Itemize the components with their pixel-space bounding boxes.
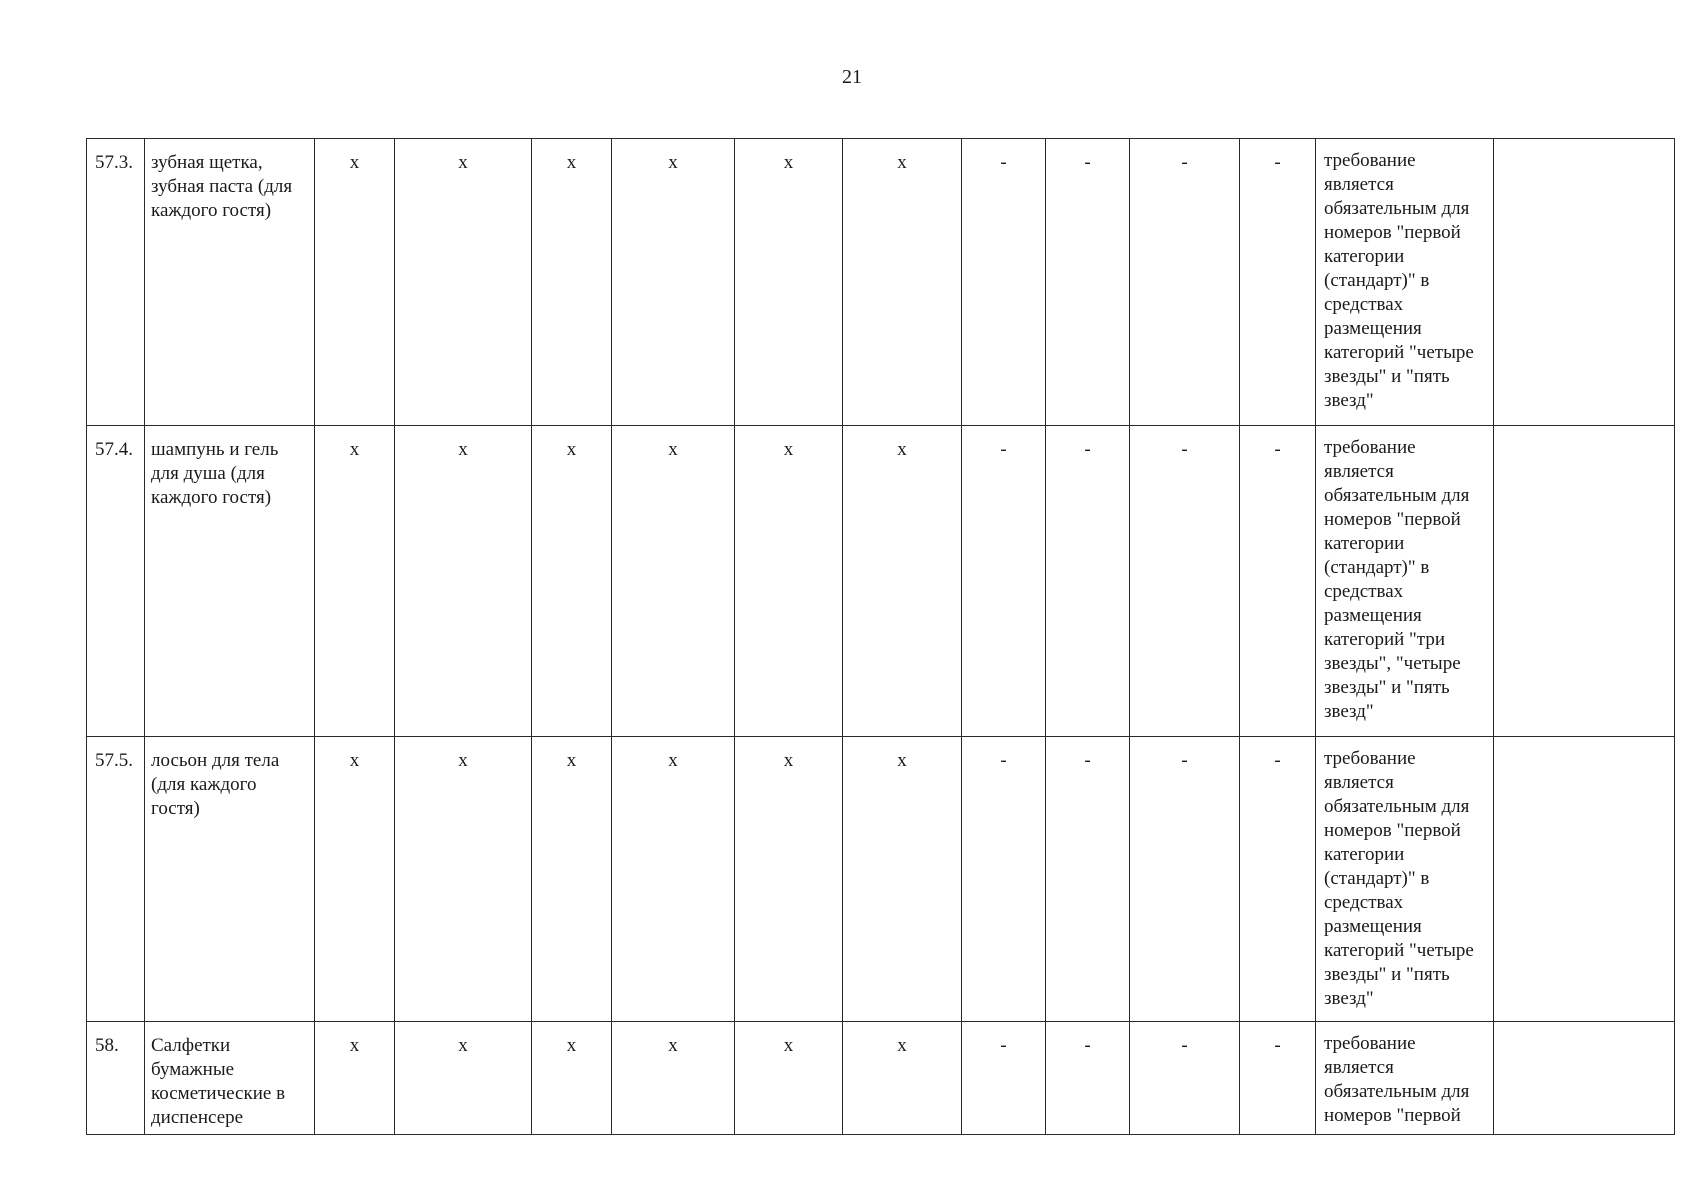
row-number: 57.4.: [87, 426, 145, 737]
extra-cell: [1494, 426, 1675, 737]
mark-cell: х: [735, 139, 843, 426]
mark-cell: х: [612, 1022, 735, 1135]
mark-cell: -: [1046, 737, 1130, 1022]
mark-cell: х: [395, 1022, 532, 1135]
mark-cell: -: [1046, 139, 1130, 426]
item-name: шампунь и гель для душа (для каждого гостя): [145, 426, 315, 737]
row-number: 58.: [87, 1022, 145, 1135]
mark-cell: -: [1046, 1022, 1130, 1135]
mark-cell: х: [843, 426, 962, 737]
mark-cell: х: [532, 426, 612, 737]
mark-cell: х: [315, 1022, 395, 1135]
table-row-57-5: [87, 737, 1675, 1022]
mark-cell: х: [315, 139, 395, 426]
table-row-57-3: [87, 139, 1675, 426]
item-name: лосьон для тела (для каждого гостя): [145, 737, 315, 1022]
mark-cell: -: [1130, 426, 1240, 737]
extra-cell: [1494, 737, 1675, 1022]
mark-cell: х: [395, 139, 532, 426]
mark-cell: -: [962, 426, 1046, 737]
mark-cell: х: [735, 1022, 843, 1135]
row-number: 57.3.: [87, 139, 145, 426]
requirement-note: требование является обязательным для номеров "первой категории (стандарт)" в средствах размещения категорий "четыре звезды" и "пять звезд": [1316, 737, 1494, 1022]
mark-cell: -: [1130, 139, 1240, 426]
requirement-note: требование является обязательным для номеров "первой категории (стандарт)" в средствах размещения категорий "четыре звезды" и "пять звезд": [1316, 139, 1494, 426]
mark-cell: х: [612, 139, 735, 426]
mark-cell: х: [612, 426, 735, 737]
mark-cell: -: [1130, 737, 1240, 1022]
mark-cell: х: [315, 426, 395, 737]
mark-cell: х: [735, 737, 843, 1022]
mark-cell: х: [315, 737, 395, 1022]
item-name: зубная щетка, зубная паста (для каждого гостя): [145, 139, 315, 426]
mark-cell: х: [735, 426, 843, 737]
mark-cell: -: [1130, 1022, 1240, 1135]
mark-cell: -: [962, 1022, 1046, 1135]
mark-cell: х: [843, 139, 962, 426]
mark-cell: -: [1240, 1022, 1316, 1135]
mark-cell: х: [532, 737, 612, 1022]
mark-cell: х: [395, 426, 532, 737]
mark-cell: -: [962, 737, 1046, 1022]
extra-cell: [1494, 139, 1675, 426]
item-name: Салфетки бумажные косметические в диспенсере: [145, 1022, 315, 1135]
table-row-58: [87, 1022, 1675, 1135]
mark-cell: х: [395, 737, 532, 1022]
extra-cell: [1494, 1022, 1675, 1135]
mark-cell: х: [532, 1022, 612, 1135]
row-number: 57.5.: [87, 737, 145, 1022]
requirement-note: требование является обязательным для номеров "первой: [1316, 1022, 1494, 1135]
mark-cell: х: [612, 737, 735, 1022]
mark-cell: -: [1240, 139, 1316, 426]
mark-cell: -: [1046, 426, 1130, 737]
requirement-note: требование является обязательным для номеров "первой категории (стандарт)" в средствах размещения категорий "три звезды", "четыре звезды" и "пять звезд": [1316, 426, 1494, 737]
mark-cell: -: [962, 139, 1046, 426]
requirements-table: [86, 138, 1675, 1135]
mark-cell: х: [843, 1022, 962, 1135]
mark-cell: х: [843, 737, 962, 1022]
mark-cell: -: [1240, 737, 1316, 1022]
page-number: 21: [842, 66, 862, 88]
mark-cell: х: [532, 139, 612, 426]
table-row-57-4: [87, 426, 1675, 737]
mark-cell: -: [1240, 426, 1316, 737]
